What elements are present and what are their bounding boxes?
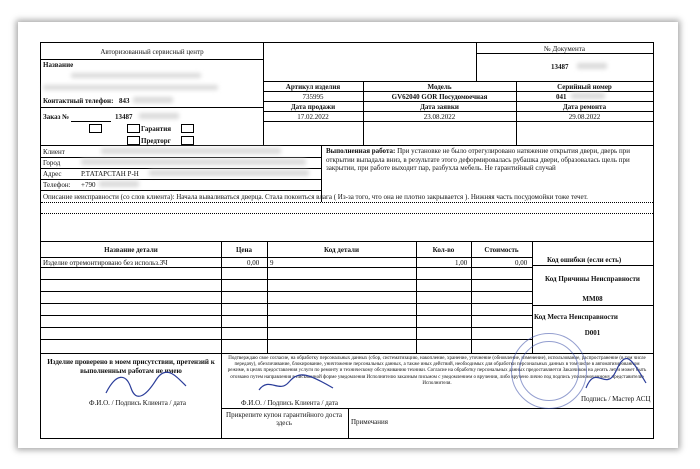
request-date-value: 23.08.2022 (423, 113, 456, 121)
model-value: GV62040 GOR Посудомоечная (391, 93, 488, 101)
repair-date-value: 29.08.2022 (568, 113, 601, 121)
sale-date-value: 17.02.2022 (297, 113, 329, 121)
consent-text: Подтверждаю свое согласие, на обработку персональных данных (сбор, систематизацию, накопление, хранение, уточнение (обновление, изменение), использование, распространение (в том числе передачу), обезличивание, блокирование, уничтожение персональных данных, а также иных действий, необходимых для обработки персональных данных в том числе в автоматизированном режиме, в целях предоставления услуги по ремонту и техническому обслуживанию техники. Согласие на обработку персональных данных предоставляется Заказчиком на десять лет и может быть отозвано путем направления в письменной форме уведомления Исполнителю заказным письмом с уведомлением о вручении, либо вручено лично под подпись уполномоченному представителю Исполнителя. (227, 356, 647, 386)
master-signature (581, 353, 651, 398)
sale-date-label: Дата продажи (290, 103, 336, 111)
notes-label: Примечания (351, 418, 389, 426)
checkbox-warranty-left[interactable] (89, 124, 102, 133)
coupon-text: Прикрепите купон гарантийного доста здесь (226, 411, 342, 427)
repair-date-label: Дата ремонта (562, 103, 607, 111)
checked-statement: Изделие проверено в моем присутствии, претензий к выполненным работам не имею (47, 358, 215, 375)
work-done-label: Выполненная работа: (326, 147, 396, 155)
article-label: Артикул изделия (285, 83, 341, 91)
col-part-name: Название детали (104, 246, 158, 254)
part-row-cost: 0,00 (515, 259, 528, 267)
city-label: Город (43, 159, 61, 167)
signature-client-1: Ф.И.О. / Подпись Клиента / дата (89, 399, 186, 407)
client-phone-label: Телефон: (43, 181, 71, 189)
part-row-name: Изделие отремонтировано без использ.ЗЧ (43, 259, 168, 267)
signature-client-2: Ф.И.О. / Подпись Клиента / дата (241, 399, 338, 407)
col-part-code: Код детали (323, 246, 359, 254)
error-code-label: Код ошибки (если есть) (547, 256, 622, 264)
warranty-label: Гарантия (141, 125, 172, 133)
checkbox-warranty-right[interactable] (181, 124, 194, 133)
reason-code-label: Код Причины Неисправности (545, 275, 640, 283)
master-signature-label: Подпись / Мастер АСЦ (581, 395, 651, 403)
redacted-name (71, 73, 201, 78)
checkbox-pre-trade-right[interactable] (181, 136, 194, 145)
checkbox-pre-trade[interactable] (127, 136, 140, 145)
doc-number-label: № Документа (544, 45, 585, 53)
service-form (40, 42, 654, 439)
doc-number-value: 13487 (551, 63, 569, 71)
work-done-text: При установке не было отрегулировано натяжение открытия двери, дверь при открытии выпадала вниз, в результате этого деформировалась рубашка двери, образовалась щель при закрытии, при работе выходит пар, разбухла мебель. Не гарантийный случай (326, 147, 630, 172)
name-label: Название (43, 61, 74, 69)
checkbox-warranty[interactable] (127, 124, 140, 133)
document-sheet (18, 22, 678, 448)
order-label: Заказ № (43, 113, 70, 121)
address-value: Р.ТАТАРСТАН Р-Н (81, 170, 139, 178)
order-value: 13487 (115, 113, 133, 121)
place-code-value: D001 (584, 329, 601, 337)
redacted-address (43, 85, 218, 90)
request-date-label: Дата заявки (420, 103, 459, 111)
col-qty: Кол-во (432, 246, 455, 254)
part-row-price: 0,00 (247, 259, 260, 267)
address-label: Адрес (43, 170, 62, 178)
col-price: Цена (235, 246, 253, 254)
model-label: Модель (427, 83, 452, 91)
part-row-qty: 1,00 (455, 259, 468, 267)
client-label: Клиент (43, 148, 65, 156)
service-stamp-inner (519, 341, 579, 401)
article-value: 735995 (302, 93, 324, 101)
work-done (326, 147, 648, 173)
sc-phone-value: 843 (119, 97, 130, 105)
pre-trade-label: Предторг (141, 137, 171, 145)
serial-label: Серийный номер (557, 83, 612, 91)
client-phone-value: +790 (81, 181, 96, 189)
client-signature-2 (251, 368, 341, 400)
fault-description: Описание неисправности (со слов клиента): Начала вываливаться дверца. Стала покоиться влага ( Из-за того, что она не плотно закрывается ). Нижняя часть посудомойки тоже течет. (43, 193, 588, 201)
col-cost: Стоимость (484, 246, 519, 254)
serial-value: 041 (556, 93, 567, 101)
place-code-label: Код Места Неисправности (534, 313, 618, 321)
part-row-code: 9 (270, 259, 274, 267)
reason-code-value: MM08 (582, 295, 603, 303)
sc-phone-label: Контактный телефон: (43, 97, 114, 105)
client-signature-1 (101, 368, 191, 400)
service-center-title: Авторизованный сервисный центр (100, 48, 204, 56)
